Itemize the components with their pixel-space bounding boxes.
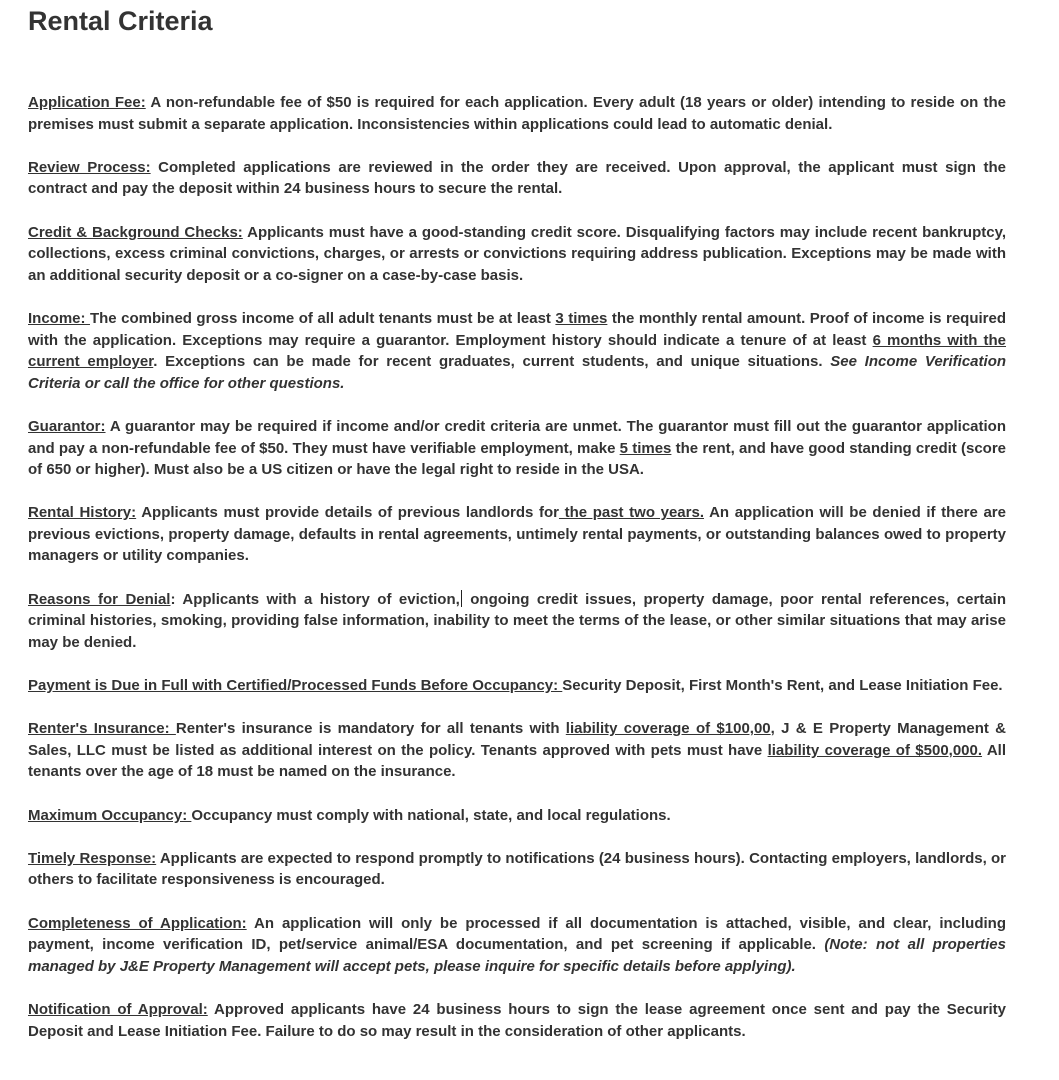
emphasis-text: liability coverage of $100,00: [565, 720, 771, 738]
section-text: A guarantor may be required if income and/or credit criteria are unmet. The guarantor must fill out the guarantor application and pay a non-refundable fee of $50. They must have verifiable employment, make: [28, 417, 1006, 457]
section-text: Security Deposit, First Month's Rent, and Lease Initiation Fee.: [562, 677, 1003, 695]
section-heading: Completeness of Application:: [28, 914, 247, 932]
section-text: Renter's insurance is mandatory for all tenants with: [175, 720, 566, 738]
section-text: Applicants must provide details of previous landlords for: [136, 504, 559, 522]
section-heading: Maximum Occupancy:: [28, 806, 192, 824]
page-title: Rental Criteria: [28, 6, 213, 36]
section-text: . Exceptions can be made for recent graduates, current students, and unique situations.: [153, 353, 831, 371]
section-notification-approval: [28, 999, 1006, 1042]
section-text: An application will only be processed if all documentation is attached, visible, and clear, including payment, income verification ID, pet/service animal/ESA documentation, and pet screening if applicable.: [28, 914, 1006, 954]
section-text: Applicants are expected to respond promptly to notifications (24 business hours). Contacting employers, landlords, or others to facilitate responsiveness is encouraged.: [28, 849, 1006, 889]
section-review-process: [28, 157, 1006, 200]
emphasis-text: liability coverage of $500,000.: [767, 741, 983, 759]
section-text: Occupancy must comply with national, state, and local regulations.: [191, 806, 671, 824]
emphasis-text: the past two years.: [558, 504, 705, 522]
section-heading: Review Process:: [28, 158, 151, 176]
section-income: [28, 308, 1006, 394]
section-note: See Income Verification Criteria or call the office for other questions.: [28, 353, 1007, 392]
emphasis-text: 5 times: [619, 439, 672, 457]
section-heading: Notification of Approval:: [28, 1000, 208, 1018]
section-heading: Income:: [28, 309, 90, 327]
section-text: Applicants must have a good-standing credit score. Disqualifying factors may include recent bankruptcy, collections, excess criminal convictions, charges, or arrests or convictions requiring address publication. Exceptions may be made with an additional security deposit or a co-signer on a case-by-case basis.: [28, 223, 1006, 284]
section-maximum-occupancy: [28, 805, 1006, 827]
section-text: The combined gross income of all adult tenants must be at least: [89, 309, 556, 327]
section-guarantor: [28, 416, 1006, 481]
section-text: Completed applications are reviewed in the order they are received. Upon approval, the applicant must sign the contract and pay the deposit within 24 business hours to secure the rental.: [28, 158, 1006, 198]
criteria-list: [28, 92, 1006, 1042]
section-heading: Application Fee:: [28, 94, 146, 111]
section-completeness: [28, 913, 1006, 978]
section-text: , J & E Property Management & Sales, LLC must be listed as additional interest on the policy. Tenants approved with pets must have: [28, 720, 1006, 759]
section-text: the rent, and have good standing credit (score of 650 or higher). Must also be a US citizen or have the legal right to reside in the USA.: [28, 439, 1007, 479]
section-timely-response: [28, 848, 1006, 891]
emphasis-text: 6 months with the current employer: [28, 331, 1007, 371]
section-text: Approved applicants have 24 business hours to sign the lease agreement once sent and pay the Security Deposit and Lease Initiation Fee. Failure to do so may result in the consideration of other applicants.: [28, 1000, 1006, 1040]
section-rental-history: [28, 502, 1006, 567]
section-application-fee: [28, 92, 1006, 135]
section-heading: Reasons for Denial: [28, 590, 171, 608]
text-cursor: [461, 590, 462, 607]
section-heading: Payment is Due in Full with Certified/Processed Funds Before Occupancy:: [28, 677, 563, 695]
section-heading: Timely Response:: [28, 849, 157, 867]
section-heading: Credit & Background Checks:: [28, 223, 243, 241]
section-note: (Note: not all properties managed by J&E Property Management will accept pets, please inquire for specific details before applying).: [28, 936, 1006, 975]
section-reasons-denial: [28, 589, 1006, 654]
section-text: A non-refundable fee of $50 is required for each application. Every adult (18 years or older) intending to reside on the premises must submit a separate application. Inconsistencies within applications could lead to automatic denial.: [28, 94, 1006, 133]
section-heading: Guarantor:: [28, 417, 106, 435]
emphasis-text: 3 times: [555, 309, 608, 327]
section-heading: Renter's Insurance:: [28, 720, 176, 738]
section-text: the monthly rental amount. Proof of income is required with the application. Exceptions may require a guarantor. Employment history should indicate a tenure of at least: [28, 309, 1006, 349]
section-text: ongoing credit issues, property damage, poor rental references, certain criminal histories, smoking, providing false information, inability to meet the terms of the lease, or other similar situations that may arise may be denied.: [28, 590, 1006, 651]
section-heading: Rental History:: [28, 504, 137, 522]
section-text: All tenants over the age of 18 must be named on the insurance.: [28, 741, 1007, 781]
section-text: An application will be denied if there are previous evictions, property damage, defaults in rental agreements, untimely rental payments, or outstanding balances owed to property managers or utility companies.: [28, 504, 1006, 565]
section-renters-insurance: [28, 718, 1006, 783]
section-credit-background: [28, 222, 1006, 287]
document-page: [28, 0, 1006, 1064]
section-text: : Applicants with a history of eviction,: [170, 590, 460, 608]
section-payment-due: [28, 675, 1006, 697]
